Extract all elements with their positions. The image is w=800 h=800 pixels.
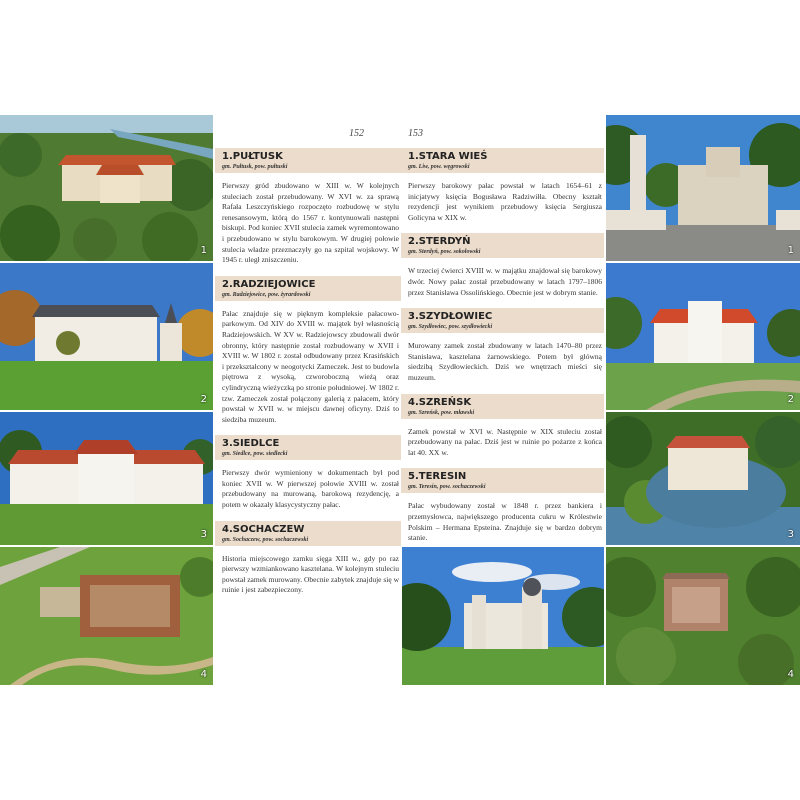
entry-text: Pierwszy gród zbudowano w XIII w. W kolejnych stuleciach został przebudowany. W XVI w. za sprawą Rafała Leszczyńskiego rozpoczęto rozbudowę w stylu renesansowym, którą do 1567 r. kontynuowali następni biskupi. Pod koniec XVII stulecia zamek wyremontowano i przebudowano w stylu barokowym. W drugiej połowie stulecia władze przeznaczyły go na szpital wojskowy. W 1945 r. uległ zniszczeniu. bbox=[222, 181, 399, 265]
entry-header bbox=[215, 276, 401, 301]
entry-subtitle: gm. Szydłowiec, pow. szydłowiecki bbox=[408, 324, 493, 331]
photo-pultusk bbox=[0, 115, 213, 261]
photo-stara-wies bbox=[606, 115, 800, 261]
entry-subtitle: gm. Szreńsk, pow. mławski bbox=[408, 409, 475, 416]
entry-title: 1.PUŁTUSK bbox=[222, 151, 283, 162]
entry-subtitle: gm. Sterdyń, pow. sokołowski bbox=[408, 249, 481, 256]
entry-text: Historia miejscowego zamku sięga XIII w., gdy po raz pierwszy wzmiankowano kasztelana. W kolejnym stuleciu powstał zamek murowany. Obecnie zabytek znajduje się w ruinie i jest zabezpieczony. bbox=[222, 553, 399, 595]
entry-header bbox=[215, 435, 401, 460]
entry-subtitle: gm. Liw, pow. węgrowski bbox=[408, 164, 470, 170]
photo-number: 3 bbox=[787, 529, 794, 540]
entry-text: Murowany zamek został zbudowany w latach 1470–80 przez Stanisława, kasztelana żarnowskiego. Potem był główną siedzibą Szydłowieckich. Dziś we wnętrzach mieści się muzeum. bbox=[408, 341, 602, 382]
entry-text: Pałac wybudowany został w 1848 r. przez bankiera i przemysłowca, największego producenta cukru w Królestwie Polskim – Hermana Epsteina. Znajduje się w bardzo dobrym stanie. bbox=[408, 501, 602, 543]
photo-szydlowiec bbox=[606, 412, 800, 545]
photo-number: 4 bbox=[787, 669, 794, 680]
photo-number: 1 bbox=[200, 245, 207, 256]
photo-radziejowice bbox=[0, 263, 213, 410]
entry-text: W trzeciej ćwierci XVIII w. w majątku znajdował się barokowy dwór. Nowy pałac został przebudowany w latach 1797–1806 przez Stanisława Ossolińskiego. Obecnie jest w dobrym stanie. bbox=[408, 266, 602, 297]
left-text-column bbox=[215, 148, 401, 606]
entry-text: Pierwszy dwór wymieniony w dokumentach był pod koniec XVII w. W pierwszej połowie XVIII w. został przebudowany na murowaną, barokową rezydencję, a potem w okazały klasycystyczny pałac. bbox=[222, 468, 399, 510]
entry-text: Zamek powstał w XVI w. Następnie w XIX stuleciu został przebudowany na pałac. Dziś jest w ruinie po pożarze z końca lat 40. XX w. bbox=[408, 426, 602, 457]
entry-header bbox=[401, 394, 604, 419]
photo-teresin bbox=[402, 547, 604, 685]
entry-header bbox=[215, 148, 401, 173]
entry-title: 2.STERDYŃ bbox=[408, 236, 471, 248]
photo-number: 2 bbox=[200, 394, 207, 405]
entry-title: 1.STARA WIEŚ bbox=[408, 151, 488, 162]
entry-subtitle: gm. Teresin, pow. sochaczewski bbox=[408, 484, 486, 491]
entry-header bbox=[401, 308, 604, 333]
entry-subtitle: gm. Sochaczew, pow. sochaczewski bbox=[222, 536, 309, 543]
photo-sochaczew bbox=[0, 547, 213, 685]
photo-number: 1 bbox=[787, 245, 794, 256]
entry-title: 2.RADZIEJOWICE bbox=[222, 278, 316, 290]
photo-number: 4 bbox=[200, 669, 207, 680]
photo-szrensk bbox=[606, 547, 800, 685]
entry-header bbox=[401, 233, 604, 258]
entry-title: 3.SZYDŁOWIEC bbox=[408, 311, 493, 323]
entry-text: Pałac znajduje się w pięknym kompleksie pałacowo-parkowym. Od XIV do XVIII w. majątek był własnością Radziejowskich. W XV w. Radziejowscy zbudowali dwór obronny, który następnie został rozbudowany w XVII i XVIII w. W 1802 r. został odbudowany przez Krasińskich i przekształcony w neogotycki Zameczek. Jest to budowla piętrowa z wysoką, czworoboczną wieżą oraz cylindryczną wieżyczką po stronie południowej. W 1802 r. tzw. Zameczek został połączony galerią z pałacem, który powstał w XVII w. w miejscu dawnej oficyny. Dziś to siedziba muzeum. bbox=[222, 308, 399, 424]
photo-number: 3 bbox=[200, 529, 207, 540]
photo-sterdyn bbox=[606, 263, 800, 410]
entry-subtitle: gm. Radziejowice, pow. żyrardowski bbox=[222, 291, 311, 298]
entry-subtitle: gm. Pułtusk, pow. pułtuski bbox=[222, 164, 288, 170]
entry-title: 4.SOCHACZEW bbox=[222, 523, 305, 535]
entry-title: 4.SZREŃSK bbox=[408, 396, 472, 408]
right-text-column bbox=[401, 148, 604, 554]
entry-text: Pierwszy barokowy pałac powstał w latach 1654–61 z inicjatywy księcia Bogusława Radziwiłła. Obecny kształt rezydencji jest wynikiem przebudowy księcia Sergiusza Golicyna w XIX w. bbox=[408, 181, 602, 222]
photo-number: 2 bbox=[787, 394, 794, 405]
page-number-right: 153 bbox=[408, 128, 423, 139]
photo-siedlce bbox=[0, 412, 213, 545]
entry-header bbox=[401, 468, 604, 493]
entry-header bbox=[401, 148, 604, 173]
entry-title: 5.TERESIN bbox=[408, 471, 467, 483]
entry-subtitle: gm. Siedlce, pow. siedlecki bbox=[222, 451, 288, 458]
page-number-left: 152 bbox=[349, 128, 364, 139]
entry-title: 3.SIEDLCE bbox=[222, 438, 280, 450]
entry-header bbox=[215, 521, 401, 546]
